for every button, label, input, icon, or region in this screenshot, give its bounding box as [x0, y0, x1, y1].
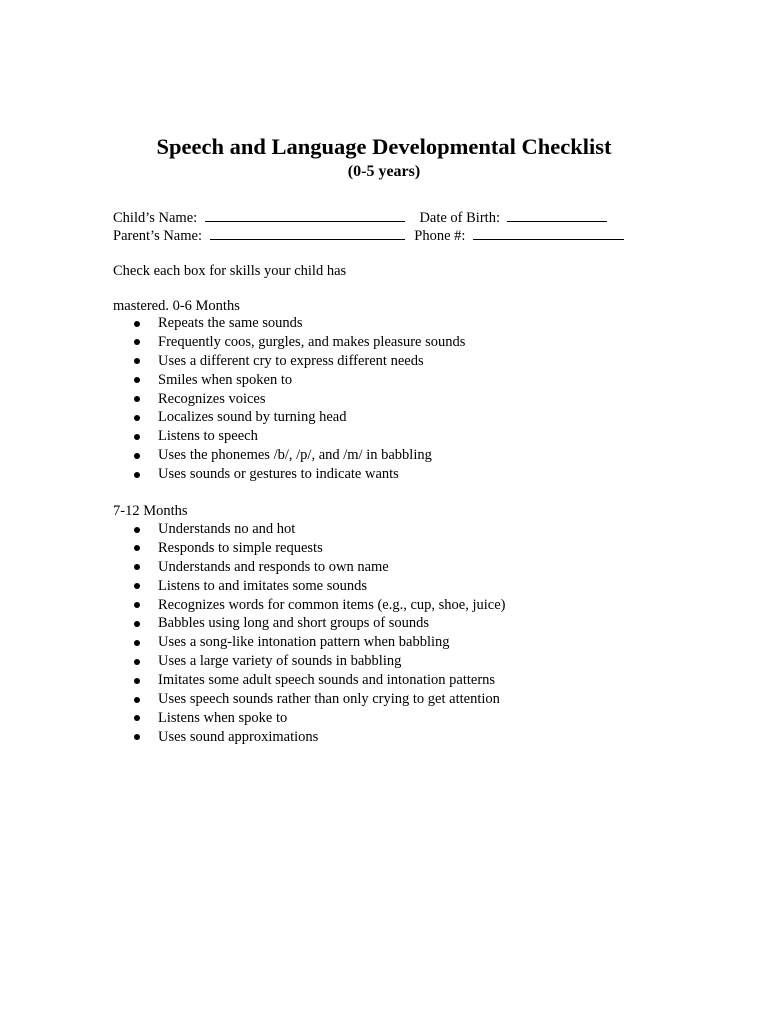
checklist-item[interactable] [113, 709, 506, 728]
phone-field[interactable] [473, 226, 624, 240]
bullet-icon [134, 621, 140, 627]
phone-label: Phone #: [414, 228, 466, 244]
checklist-item-label: Uses sound approximations [158, 728, 319, 745]
checklist-item[interactable] [113, 408, 465, 427]
checklist-0-6-months [113, 314, 465, 484]
checklist-item-label: Uses sounds or gestures to indicate wants [158, 466, 399, 483]
checklist-item-label: Uses a song-like intonation pattern when babbling [158, 634, 450, 651]
checklist-item[interactable] [113, 614, 506, 633]
child-info-row [113, 208, 607, 227]
checklist-item-label: Listens to and imitates some sounds [158, 577, 368, 594]
page-subtitle: (0-5 years) [347, 163, 421, 180]
checklist-item[interactable] [113, 539, 506, 558]
checklist-item-label: Uses speech sounds rather than only crying to get attention [158, 691, 500, 708]
checklist-item[interactable] [113, 314, 465, 333]
bullet-icon [134, 678, 140, 684]
checklist-item[interactable] [113, 577, 506, 596]
bullet-icon [134, 697, 140, 703]
checklist-item-label: Uses a large variety of sounds in babbling [158, 653, 402, 670]
bullet-icon [134, 453, 140, 459]
parent-name-label: Parent’s Name: [113, 228, 202, 244]
checklist-item-label: Smiles when spoken to [158, 371, 293, 388]
bullet-icon [134, 734, 140, 740]
parent-name-field[interactable] [210, 226, 405, 240]
bullet-icon [134, 377, 140, 383]
checklist-item[interactable] [113, 390, 465, 409]
bullet-icon [134, 715, 140, 721]
checklist-item-label: Babbles using long and short groups of sounds [158, 615, 430, 632]
checklist-item[interactable] [113, 633, 506, 652]
checklist-item-label: Uses the phonemes /b/, /p/, and /m/ in babbling [158, 447, 432, 464]
bullet-icon [134, 415, 140, 421]
bullet-icon [134, 321, 140, 327]
checklist-item[interactable] [113, 352, 465, 371]
bullet-icon [134, 527, 140, 533]
bullet-icon [134, 358, 140, 364]
section-heading-7-12: 7-12 Months [113, 503, 188, 519]
checklist-item[interactable] [113, 596, 506, 615]
bullet-icon [134, 602, 140, 608]
checklist-item-label: Understands and responds to own name [158, 558, 389, 575]
checklist-item-label: Listens to speech [158, 428, 258, 445]
checklist-item-label: Localizes sound by turning head [158, 409, 347, 426]
bullet-icon [134, 640, 140, 646]
dob-field[interactable] [507, 208, 607, 222]
checklist-item[interactable] [113, 671, 506, 690]
parent-info-row [113, 226, 624, 245]
checklist-item[interactable] [113, 520, 506, 539]
dob-label: Date of Birth: [419, 210, 500, 226]
checklist-item[interactable] [113, 690, 506, 709]
checklist-item-label: Recognizes words for common items (e.g., cup, shoe, juice) [158, 596, 506, 613]
checklist-item[interactable] [113, 333, 465, 352]
section-heading-0-6: mastered. 0-6 Months [113, 298, 240, 314]
checklist-item-label: Imitates some adult speech sounds and intonation patterns [158, 672, 496, 689]
checklist-item-label: Uses a different cry to express different needs [158, 352, 424, 369]
bullet-icon [134, 583, 140, 589]
checklist-7-12-months [113, 520, 506, 747]
checklist-item[interactable] [113, 728, 506, 747]
checklist-item[interactable] [113, 371, 465, 390]
bullet-icon [134, 434, 140, 440]
child-name-label: Child’s Name: [113, 210, 198, 226]
page-title: Speech and Language Developmental Checklist [156, 134, 612, 159]
checklist-item-label: Recognizes voices [158, 390, 266, 407]
checklist-item[interactable] [113, 652, 506, 671]
checklist-item-label: Frequently coos, gurgles, and makes pleasure sounds [158, 333, 466, 350]
bullet-icon [134, 339, 140, 345]
checklist-item-label: Understands no and hot [158, 521, 296, 537]
checklist-item-label: Responds to simple requests [158, 539, 323, 556]
checklist-item[interactable] [113, 446, 465, 465]
checklist-item-label: Listens when spoke to [158, 709, 288, 726]
bullet-icon [134, 564, 140, 570]
bullet-icon [134, 472, 140, 478]
checklist-item[interactable] [113, 427, 465, 446]
bullet-icon [134, 396, 140, 402]
bullet-icon [134, 545, 140, 551]
checklist-item[interactable] [113, 558, 506, 577]
checklist-item[interactable] [113, 465, 465, 484]
checklist-item-label: Repeats the same sounds [158, 315, 303, 331]
bullet-icon [134, 659, 140, 665]
child-name-field[interactable] [205, 208, 405, 222]
instruction-text: Check each box for skills your child has [113, 263, 347, 279]
